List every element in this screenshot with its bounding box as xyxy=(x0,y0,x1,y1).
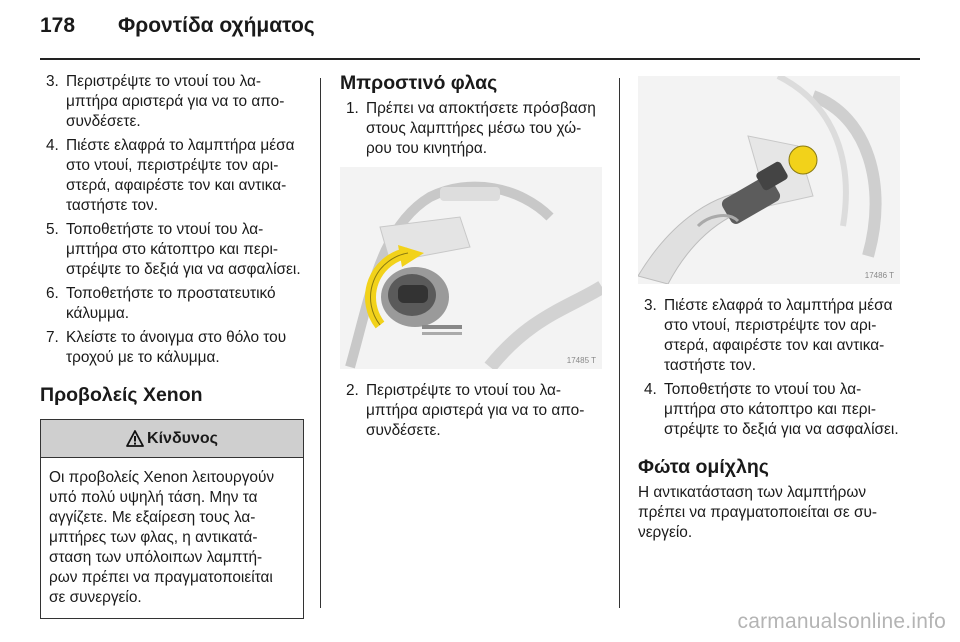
left-column xyxy=(40,72,308,619)
list-item: 6. Τοποθετήστε το προστατευτικό κάλυμμα. xyxy=(46,285,276,322)
middle-steps-list-2 xyxy=(340,381,608,441)
section-heading-front-indicator: Μπροστινό φλας xyxy=(340,72,498,94)
list-item: 7. Κλείστε το άνοιγμα στο θόλο του τροχού με το κάλυμμα. xyxy=(46,329,287,366)
right-column xyxy=(638,76,906,543)
right-steps-list xyxy=(638,296,906,440)
fog-lights-text: Η αντικατάσταση των λαμπτήρων πρέπει να πραγματοποιείται σε συ- νεργείο. xyxy=(638,484,878,541)
page-number: 178 xyxy=(40,14,76,37)
middle-column xyxy=(340,72,608,445)
list-item: 4. Πιέστε ελαφρά το λαμπτήρα μέσα στο ντουί, περιστρέψτε τον αρι- στερά, αφαιρέστε τον και αντικα- ταστήστε τον. xyxy=(46,137,295,214)
danger-warning-box xyxy=(40,419,304,619)
page-title: Φροντίδα οχήματος xyxy=(118,14,315,37)
list-item: 4. Τοποθετήστε το ντουί του λα- μπτήρα στο κάτοπτρο και περι- στρέψτε το δεξιά για να ασφαλίσει. xyxy=(644,381,899,438)
list-item: 2. Περιστρέψτε το ντουί του λα- μπτήρα αριστερά για να το απο- συνδέσετε. xyxy=(346,382,585,439)
column-divider-right xyxy=(619,78,620,608)
list-item: 1. Πρέπει να αποκτήσετε πρόσβαση στους λαμπτήρες μέσω του χώ- ρου του κινητήρα. xyxy=(346,100,596,157)
list-item: 5. Τοποθετήστε το ντουί του λα- μπτήρα στο κάτοπτρο και περι- στρέψτε το δεξιά για να ασφαλίσει. xyxy=(46,221,301,278)
left-steps-list xyxy=(40,72,308,368)
list-item: 3. Περιστρέψτε το ντουί του λα- μπτήρα αριστερά για να το απο- συνδέσετε. xyxy=(46,73,285,130)
middle-steps-list-1 xyxy=(340,99,608,159)
header-rule xyxy=(40,58,920,60)
danger-header xyxy=(41,420,303,458)
figure-code: 17485 T xyxy=(566,356,596,365)
bulb-removal-illustration xyxy=(638,76,900,284)
illustration-turn-bulb-holder xyxy=(340,167,602,369)
warning-triangle-icon xyxy=(126,430,144,447)
figure-code: 17486 T xyxy=(864,271,894,280)
illustration-remove-bulb xyxy=(638,76,900,284)
section-heading-xenon: Προβολείς Xenon xyxy=(40,384,203,406)
page-header xyxy=(0,0,960,60)
danger-title: Κίνδυνος xyxy=(147,429,218,447)
section-heading-fog-lights: Φώτα ομίχλης xyxy=(638,456,769,478)
list-item: 3. Πιέστε ελαφρά το λαμπτήρα μέσα στο ντουί, περιστρέψτε τον αρι- στερά, αφαιρέστε τον και αντικα- ταστήστε τον. xyxy=(644,297,893,374)
danger-text: Οι προβολείς Xenon λειτουργούν υπό πολύ υψηλή τάση. Μην τα αγγίζετε. Με εξαίρεση τους λα- μπτήρες των φλας, η αντικατά- σταση των υπόλοιπων λαμπτή- ρων πρέπει να πραγματοποιείται σε συνεργείο. xyxy=(49,469,275,606)
headlamp-socket-illustration xyxy=(340,167,602,369)
column-divider-left xyxy=(320,78,321,608)
watermark: carmanualsonline.info xyxy=(737,610,946,633)
